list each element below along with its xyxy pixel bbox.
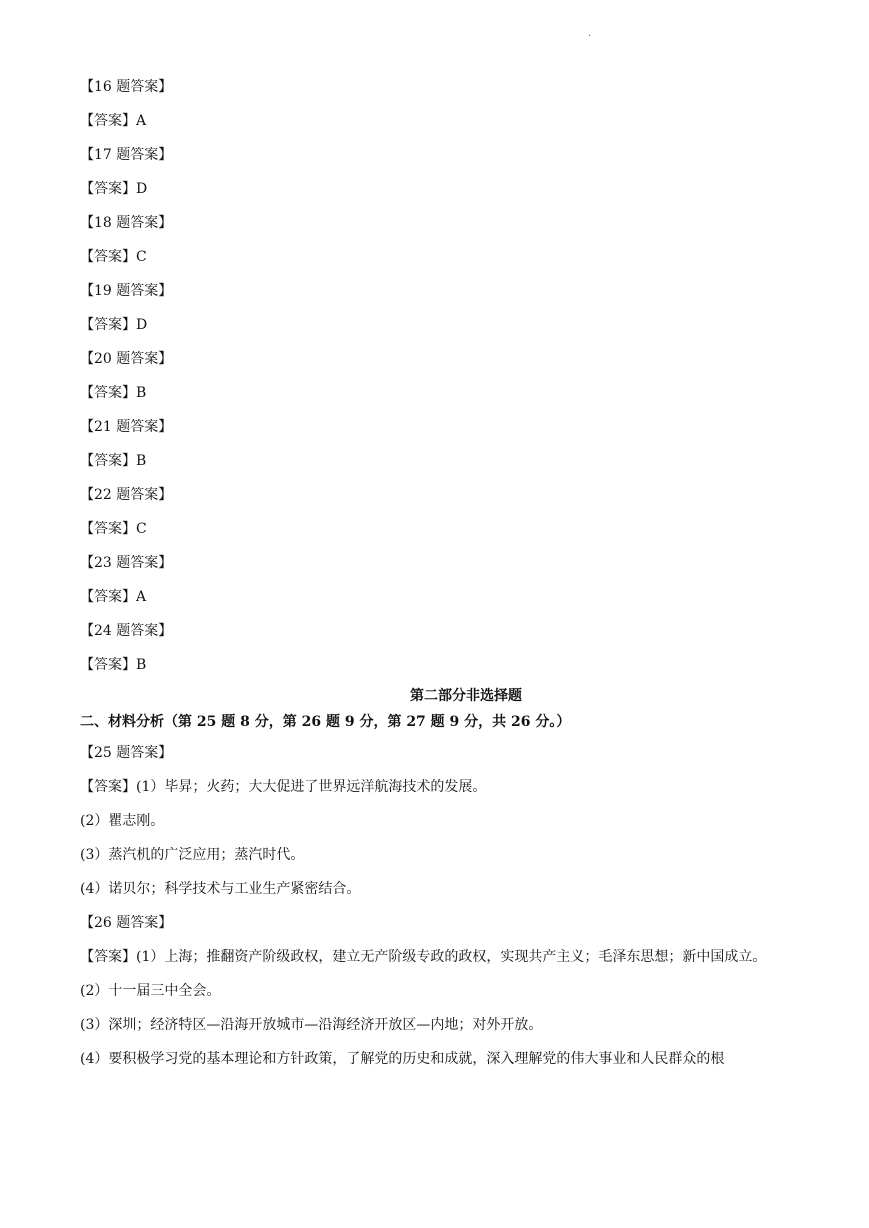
answer-23: 【答案】A xyxy=(80,589,147,605)
answer-26-para-4: (4）要积极学习党的基本理论和方针政策，了解党的历史和成就，深入理解党的伟大事业和人民群众的根 xyxy=(80,1051,725,1067)
answer-20: 【答案】B xyxy=(80,385,147,401)
part1-answers xyxy=(80,70,792,682)
answer-21: 【答案】B xyxy=(80,453,147,469)
answer-22: 【答案】C xyxy=(80,521,147,537)
answer-19: 【答案】D xyxy=(80,317,148,333)
question-heading-24: 【24 题答案】 xyxy=(80,623,173,639)
section-title: 第二部分非选择题 xyxy=(410,688,522,704)
question-heading-26: 【26 题答案】 xyxy=(80,915,173,931)
answer-26-para-1: 【答案】(1）上海；推翻资产阶级政权，建立无产阶级专政的政权，实现共产主义；毛泽东思想；新中国成立。 xyxy=(80,949,767,965)
answer-18: 【答案】C xyxy=(80,249,147,265)
question-heading-18: 【18 题答案】 xyxy=(80,215,173,231)
answer-25-line-1: 【答案】(1）毕昇；火药；大大促进了世界远洋航海技术的发展。 xyxy=(80,779,487,795)
answer-16: 【答案】A xyxy=(80,113,147,129)
question-heading-21: 【21 题答案】 xyxy=(80,419,173,435)
header-mark: . xyxy=(588,28,592,39)
answer-25-line-3: (3）蒸汽机的广泛应用；蒸汽时代。 xyxy=(80,847,305,863)
question-heading-25: 【25 题答案】 xyxy=(80,745,173,761)
question-heading-20: 【20 题答案】 xyxy=(80,351,173,367)
answer-17: 【答案】D xyxy=(80,181,148,197)
question-heading-19: 【19 题答案】 xyxy=(80,283,173,299)
answer-25-line-4: (4）诺贝尔；科学技术与工业生产紧密结合。 xyxy=(80,881,361,897)
question-heading-16: 【16 题答案】 xyxy=(80,79,173,95)
question-25-block xyxy=(80,736,792,906)
section-subtitle: 二、材料分析（第 25 题 8 分，第 26 题 9 分，第 27 题 9 分，共 26 分。） xyxy=(80,714,571,730)
answer-document xyxy=(80,70,792,1076)
answer-26-line-3: (3）深圳；经济特区—沿海开放城市—沿海经济开放区—内地；对外开放。 xyxy=(80,1017,543,1033)
question-26-block xyxy=(80,906,792,1076)
answer-26-line-2: (2）十一届三中全会。 xyxy=(80,983,221,999)
question-heading-17: 【17 题答案】 xyxy=(80,147,173,163)
question-heading-22: 【22 题答案】 xyxy=(80,487,173,503)
question-heading-23: 【23 题答案】 xyxy=(80,555,173,571)
answer-25-line-2: (2）瞿志刚。 xyxy=(80,813,165,829)
answer-24: 【答案】B xyxy=(80,657,147,673)
